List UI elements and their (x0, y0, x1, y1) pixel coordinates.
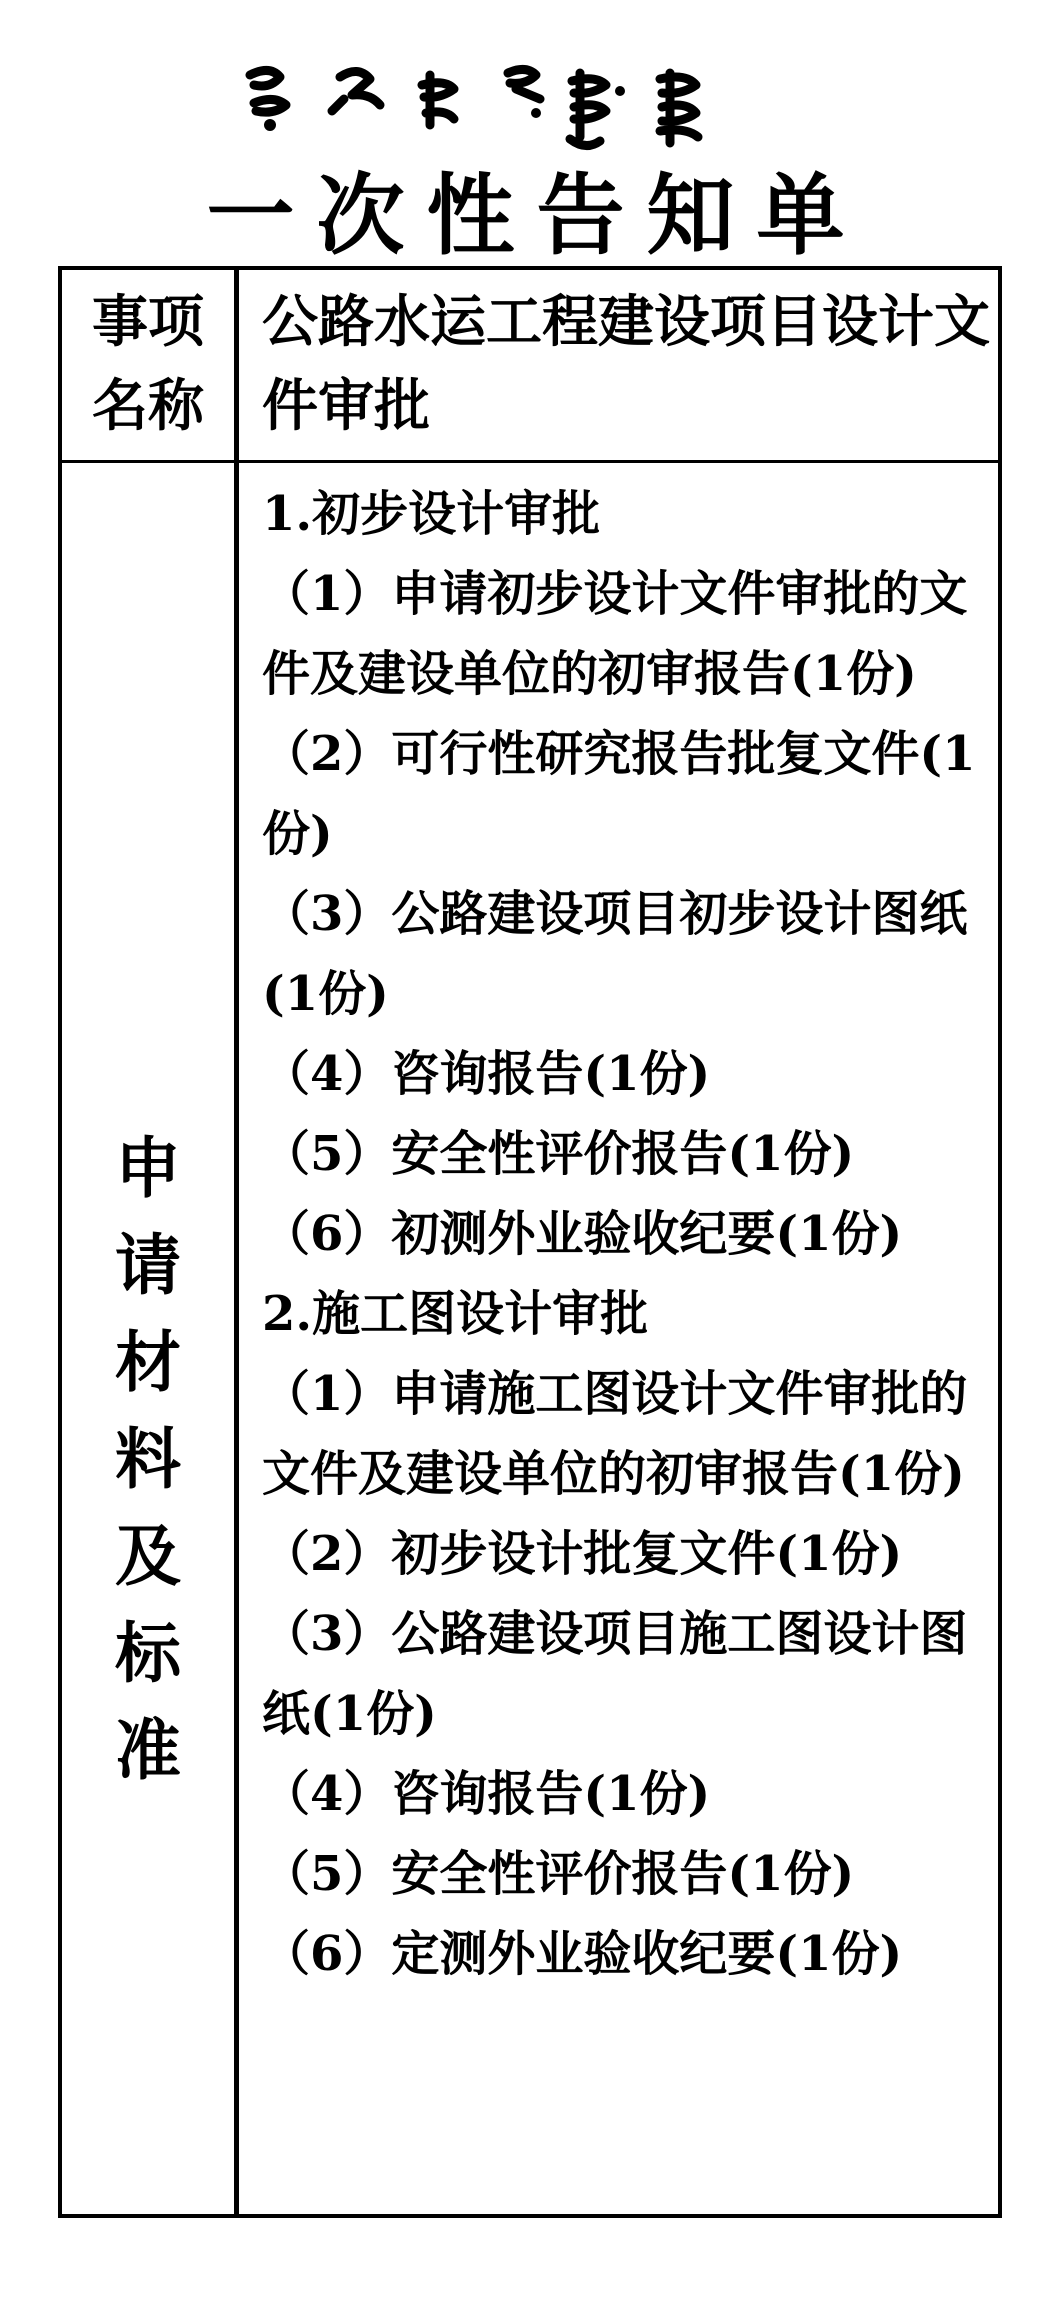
row-divider (62, 460, 998, 463)
list-item: 2.施工图设计审批 (262, 1286, 649, 1342)
list-item: （3）公路建设项目初步设计图纸(1份) (262, 886, 968, 1022)
list-item: （4）咨询报告(1份) (262, 1046, 711, 1102)
list-item: （1）申请初步设计文件审批的文件及建设单位的初审报告(1份) (262, 566, 968, 702)
item-name-value: 公路水运工程建设项目设计文件审批 (262, 289, 990, 439)
notice-table (58, 266, 1002, 2218)
list-item: （5）安全性评价报告(1份) (262, 1126, 855, 1182)
list-item: （1）申请施工图设计文件审批的文件及建设单位的初审报告(1份) (262, 1366, 968, 1502)
page-title: 一次性告知单 (206, 163, 867, 267)
materials-label: 申 请 材 料 及 标 准 (115, 1129, 181, 1789)
list-item: （4）咨询报告(1份) (262, 1766, 711, 1822)
list-item: （5）安全性评价报告(1份) (262, 1846, 855, 1902)
list-item: （2）可行性研究报告批复文件(1份) (262, 726, 976, 862)
column-divider (234, 270, 239, 2214)
list-item: （6）初测外业验收纪要(1份) (262, 1206, 903, 1262)
list-item: 1.初步设计审批 (262, 486, 601, 542)
list-item: （3）公路建设项目施工图设计图纸(1份) (262, 1606, 968, 1742)
materials-list (262, 474, 1002, 1994)
list-item: （6）定测外业验收纪要(1份) (262, 1926, 903, 1982)
list-item: （2）初步设计批复文件(1份) (262, 1526, 903, 1582)
item-name-label: 事项 名称 (92, 289, 204, 439)
mongolian-title-calligraphy (240, 55, 760, 165)
